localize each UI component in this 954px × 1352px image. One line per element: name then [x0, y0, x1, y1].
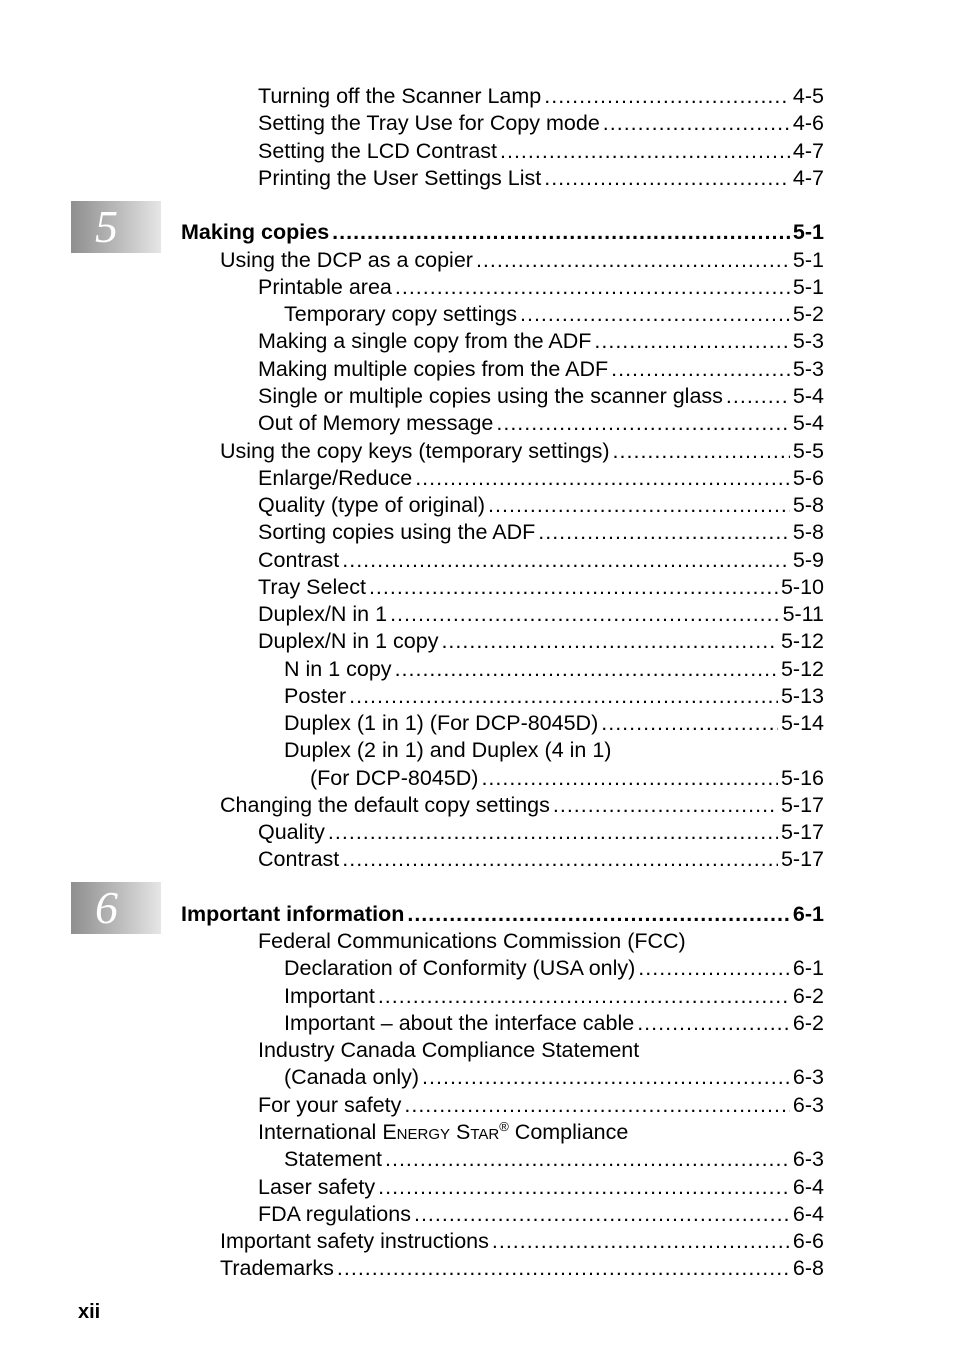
title-part: International [258, 1120, 383, 1144]
entry-title: Declaration of Conformity (USA only) [284, 956, 636, 980]
entry-title: Contrast [258, 548, 340, 572]
entry-title: Using the copy keys (temporary settings) [220, 439, 610, 463]
toc-entry[interactable] [220, 247, 824, 273]
dot-leader [407, 901, 790, 927]
dot-leader [342, 547, 790, 573]
dot-leader [476, 247, 790, 273]
chapter-heading[interactable] [181, 901, 824, 927]
entry-title: (Canada only) [284, 1065, 420, 1089]
entry-page: 5-3 [792, 329, 824, 353]
toc-entry[interactable] [284, 983, 824, 1009]
dot-leader [481, 765, 778, 791]
entry-page: 5-8 [792, 493, 824, 517]
toc-entry[interactable] [284, 683, 824, 709]
entry-title: Enlarge/Reduce [258, 466, 413, 490]
entry-page: 5-1 [792, 220, 824, 244]
entry-title: Out of Memory message [258, 411, 494, 435]
entry-page: 6-1 [792, 902, 824, 926]
dot-leader [594, 328, 790, 354]
dot-leader [422, 1064, 790, 1090]
title-part: NERGY [396, 1126, 450, 1143]
toc-entry[interactable] [258, 1119, 631, 1148]
chapter-number: 6 [95, 882, 118, 933]
dot-leader [601, 710, 778, 736]
dot-leader [488, 492, 790, 518]
toc-entry[interactable] [258, 356, 824, 382]
dot-leader [637, 1010, 790, 1036]
entry-page: 4-6 [792, 111, 824, 135]
entry-page: 4-7 [792, 139, 824, 163]
registered-mark: ® [499, 1118, 509, 1134]
entry-title: Turning off the Scanner Lamp [258, 84, 542, 108]
toc-entry[interactable] [258, 138, 824, 164]
toc-entry[interactable] [258, 1201, 824, 1227]
dot-leader [378, 983, 790, 1009]
entry-page: 6-6 [792, 1229, 824, 1253]
toc-entry[interactable] [258, 1174, 824, 1200]
entry-title: Printing the User Settings List [258, 166, 542, 190]
entry-title: Setting the LCD Contrast [258, 139, 498, 163]
title-part: S [455, 1120, 471, 1144]
dot-leader [385, 1146, 790, 1172]
chapter-number: 5 [95, 201, 118, 252]
entry-title: Trademarks [220, 1256, 334, 1280]
dot-leader [404, 1092, 790, 1118]
entry-page: 5-17 [780, 847, 824, 871]
toc-entry[interactable] [258, 1037, 642, 1063]
entry-title: Important [284, 984, 375, 1008]
dot-leader [395, 656, 778, 682]
toc-entry[interactable] [258, 574, 824, 600]
toc-entry[interactable] [258, 819, 824, 845]
entry-page: 5-12 [780, 629, 824, 653]
toc-entry[interactable] [258, 519, 824, 545]
toc-entry[interactable] [258, 165, 824, 191]
dot-leader [332, 219, 790, 245]
chapter-6-tab [71, 882, 161, 934]
entry-page: 5-5 [792, 439, 824, 463]
toc-entry[interactable] [220, 1255, 824, 1281]
entry-title: Making copies [181, 220, 330, 244]
toc-entry[interactable] [258, 547, 824, 573]
entry-page: 5-8 [792, 520, 824, 544]
entry-title: Duplex (1 in 1) (For DCP-8045D) [284, 711, 599, 735]
entry-page: 5-14 [780, 711, 824, 735]
entry-page: 5-9 [792, 548, 824, 572]
toc-entry[interactable] [284, 1064, 824, 1090]
entry-title: Quality [258, 820, 325, 844]
entry-title: Tray Select [258, 575, 366, 599]
entry-title: Setting the Tray Use for Copy mode [258, 111, 600, 135]
toc-entry[interactable] [220, 792, 824, 818]
entry-title: Using the DCP as a copier [220, 248, 473, 272]
entry-page: 6-3 [792, 1147, 824, 1171]
entry-title: Duplex (2 in 1) and Duplex (4 in 1) [284, 738, 612, 762]
dot-leader [726, 383, 790, 409]
toc-entry[interactable] [258, 628, 824, 654]
entry-title: Making multiple copies from the ADF [258, 357, 609, 381]
toc-entry[interactable] [258, 928, 689, 954]
entry-page: 5-11 [782, 602, 824, 626]
chapter-5-tab [71, 201, 161, 253]
toc-entry[interactable] [258, 274, 824, 300]
toc-entry[interactable] [258, 410, 824, 436]
entry-title: Important information [181, 902, 405, 926]
entry-title: For your safety [258, 1093, 402, 1117]
dot-leader [378, 1174, 790, 1200]
entry-title: Quality (type of original) [258, 493, 486, 517]
dot-leader [395, 274, 790, 300]
entry-title: Important – about the interface cable [284, 1011, 635, 1035]
dot-leader [553, 792, 778, 818]
entry-title: Poster [284, 684, 347, 708]
dot-leader [492, 1228, 790, 1254]
entry-title: Contrast [258, 847, 340, 871]
entry-title: Statement [284, 1147, 382, 1171]
entry-page: 6-3 [792, 1093, 824, 1117]
title-part: E [382, 1120, 397, 1144]
entry-page: 6-8 [792, 1256, 824, 1280]
entry-title: N in 1 copy [284, 657, 392, 681]
dot-leader [496, 410, 790, 436]
dot-leader [638, 955, 790, 981]
toc-entry[interactable] [258, 465, 824, 491]
entry-page: 6-4 [792, 1175, 824, 1199]
entry-title: Laser safety [258, 1175, 376, 1199]
entry-page: 5-2 [792, 302, 824, 326]
entry-title: Industry Canada Compliance Statement [258, 1038, 640, 1062]
entry-page: 4-7 [792, 166, 824, 190]
dot-leader [538, 519, 790, 545]
toc-entry[interactable] [284, 301, 824, 327]
entry-title [258, 1119, 631, 1148]
toc-entry[interactable] [258, 1092, 824, 1118]
toc-entry[interactable] [284, 737, 614, 763]
entry-title: FDA regulations [258, 1202, 411, 1226]
dot-leader [369, 574, 778, 600]
entry-page: 5-13 [780, 684, 824, 708]
entry-page: 5-1 [792, 248, 824, 272]
title-part: TAR [470, 1126, 500, 1143]
entry-title: Duplex/N in 1 copy [258, 629, 439, 653]
entry-page: 4-5 [792, 84, 824, 108]
dot-leader [441, 628, 778, 654]
entry-page: 5-17 [780, 820, 824, 844]
entry-title: (For DCP-8045D) [310, 766, 479, 790]
entry-page: 6-2 [792, 984, 824, 1008]
toc-entry[interactable] [258, 328, 824, 354]
entry-page: 6-1 [792, 956, 824, 980]
entry-page: 6-4 [792, 1202, 824, 1226]
chapter-heading[interactable] [181, 219, 824, 245]
entry-title: Temporary copy settings [284, 302, 518, 326]
toc-entry[interactable] [220, 1228, 824, 1254]
toc-entry[interactable] [220, 438, 824, 464]
toc-entry[interactable] [258, 601, 824, 627]
dot-leader [414, 1201, 790, 1227]
entry-page: 5-12 [780, 657, 824, 681]
entry-page: 6-2 [792, 1011, 824, 1035]
dot-leader [613, 438, 790, 464]
entry-page: 5-17 [780, 793, 824, 817]
toc-entry[interactable] [284, 656, 824, 682]
dot-leader [544, 165, 790, 191]
dot-leader [500, 138, 790, 164]
toc-entry[interactable] [258, 383, 824, 409]
dot-leader [337, 1255, 790, 1281]
entry-title: Single or multiple copies using the scanner glass [258, 384, 723, 408]
toc-entry[interactable] [258, 83, 824, 109]
entry-title: Duplex/N in 1 [258, 602, 388, 626]
dot-leader [520, 301, 790, 327]
toc-entry[interactable] [284, 955, 824, 981]
page-number: xii [78, 1301, 101, 1323]
dot-leader [349, 683, 778, 709]
toc-entry[interactable] [258, 110, 824, 136]
entry-page: 5-3 [792, 357, 824, 381]
dot-leader [415, 465, 790, 491]
toc-entry[interactable] [284, 1010, 824, 1036]
title-part: Compliance [508, 1120, 629, 1144]
entry-title: Sorting copies using the ADF [258, 520, 536, 544]
entry-page: 5-16 [780, 766, 824, 790]
dot-leader [390, 601, 779, 627]
entry-page: 5-4 [792, 384, 824, 408]
entry-title: Making a single copy from the ADF [258, 329, 592, 353]
toc-entry[interactable] [258, 492, 824, 518]
toc-entry[interactable] [284, 710, 824, 736]
dot-leader [603, 110, 790, 136]
entry-page: 5-10 [780, 575, 824, 599]
entry-title: Federal Communications Commission (FCC) [258, 929, 686, 953]
entry-title: Changing the default copy settings [220, 793, 550, 817]
toc-entry[interactable] [284, 1146, 824, 1172]
dot-leader [611, 356, 790, 382]
dot-leader [342, 846, 778, 872]
toc-entry[interactable] [310, 765, 824, 791]
entry-page: 5-1 [792, 275, 824, 299]
entry-title: Printable area [258, 275, 392, 299]
entry-page: 5-6 [792, 466, 824, 490]
entry-title: Important safety instructions [220, 1229, 489, 1253]
toc-entry[interactable] [258, 846, 824, 872]
dot-leader [328, 819, 778, 845]
dot-leader [544, 83, 790, 109]
entry-page: 6-3 [792, 1065, 824, 1089]
entry-page: 5-4 [792, 411, 824, 435]
